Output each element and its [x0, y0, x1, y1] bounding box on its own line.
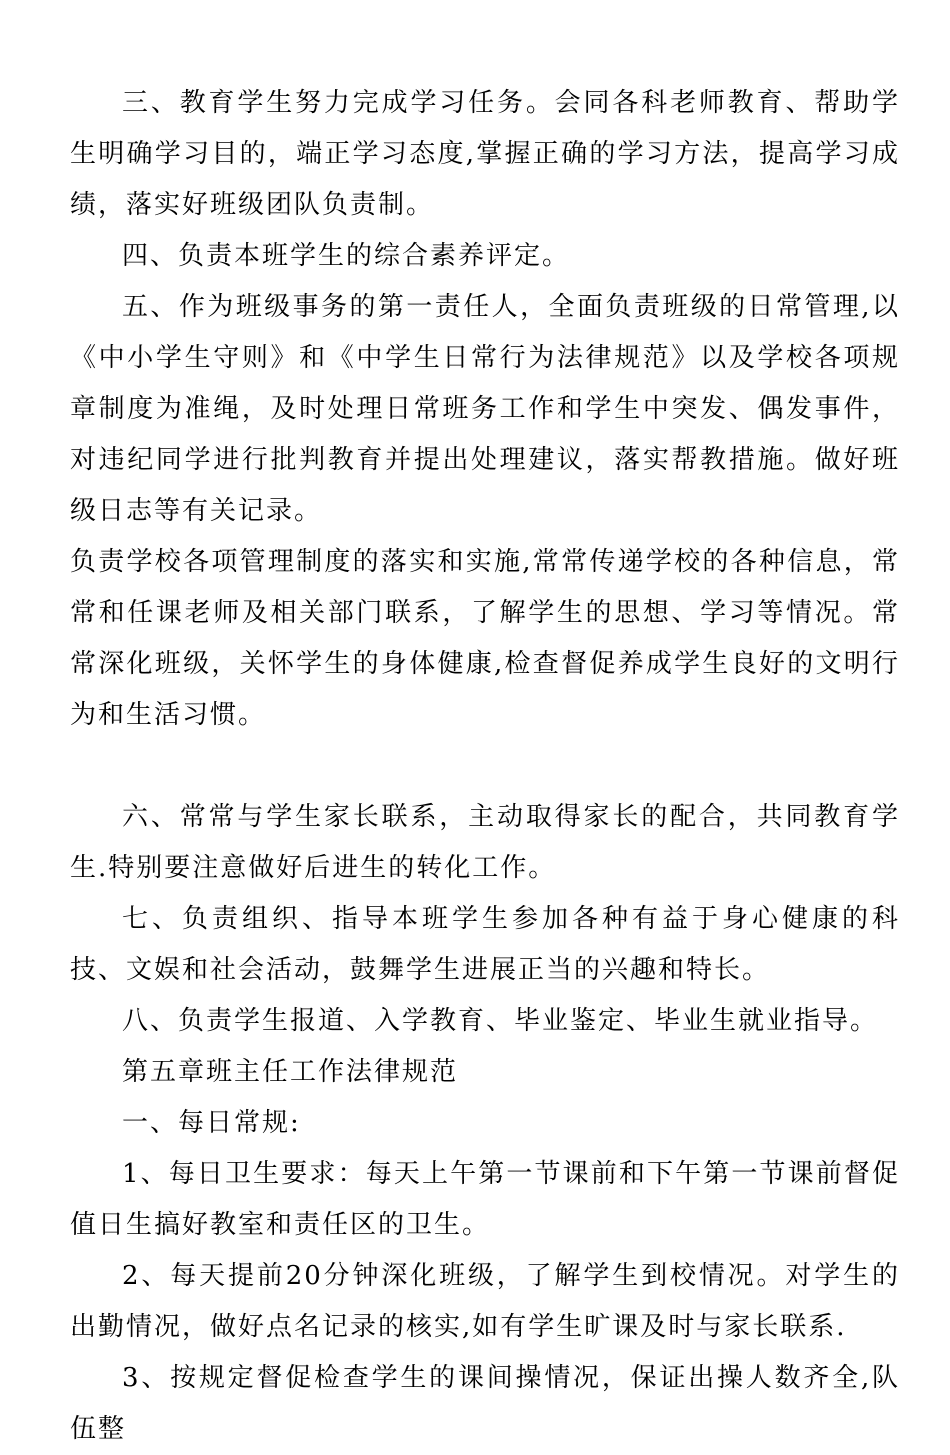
paragraph-4-evaluation: 四、负责本班学生的综合素养评定。 [122, 241, 571, 271]
document-page [70, 78, 900, 1455]
item-2-attendance: 2、每天提前20分钟深化班级，了解学生到校情况。对学生的出勤情况，做好点名记录的核实,如有学生旷课及时与家长联系. [70, 1261, 900, 1342]
section-heading-daily-routine: 一、每日常规: [122, 1108, 301, 1138]
chapter-heading: 第五章班主任工作法律规范 [122, 1057, 459, 1087]
paragraph-5-daily-management: 五、作为班级事务的第一责任人，全面负责班级的日常管理,以《中小学生守则》和《中学生日常行为法律规范》以及学校各项规章制度为准绳，及时处理日常班务工作和学生中突发、偶发事件，对违纪同学进行批判教育并提出处理建议，落实帮教措施。做好班级日志等有关记录。 [70, 292, 900, 526]
blank-line [70, 741, 900, 792]
paragraph-7-activities: 七、负责组织、指导本班学生参加各种有益于身心健康的科技、文娱和社会活动，鼓舞学生进展正当的兴趣和特长。 [70, 904, 900, 985]
item-1-hygiene: 1、每日卫生要求：每天上午第一节课前和下午第一节课前督促值日生搞好教室和责任区的卫生。 [70, 1159, 900, 1240]
paragraph-5-continued: 负责学校各项管理制度的落实和实施,常常传递学校的各种信息，常常和任课老师及相关部门联系，了解学生的思想、学习等情况。常常深化班级，关怀学生的身体健康,检查督促养成学生良好的文明行为和生活习惯。 [70, 547, 900, 730]
paragraph-6-parent-contact: 六、常常与学生家长联系，主动取得家长的配合，共同教育学生.特别要注意做好后进生的转化工作。 [70, 802, 900, 883]
paragraph-3-study-tasks: 三、教育学生努力完成学习任务。会同各科老师教育、帮助学生明确学习目的，端正学习态度,掌握正确的学习方法，提高学习成绩，落实好班级团队负责制。 [70, 88, 900, 220]
paragraph-8-enrollment: 八、负责学生报道、入学教育、毕业鉴定、毕业生就业指导。 [122, 1006, 879, 1036]
item-3-exercise: 3、按规定督促检查学生的课间操情况，保证出操人数齐全,队伍整 [70, 1363, 900, 1444]
